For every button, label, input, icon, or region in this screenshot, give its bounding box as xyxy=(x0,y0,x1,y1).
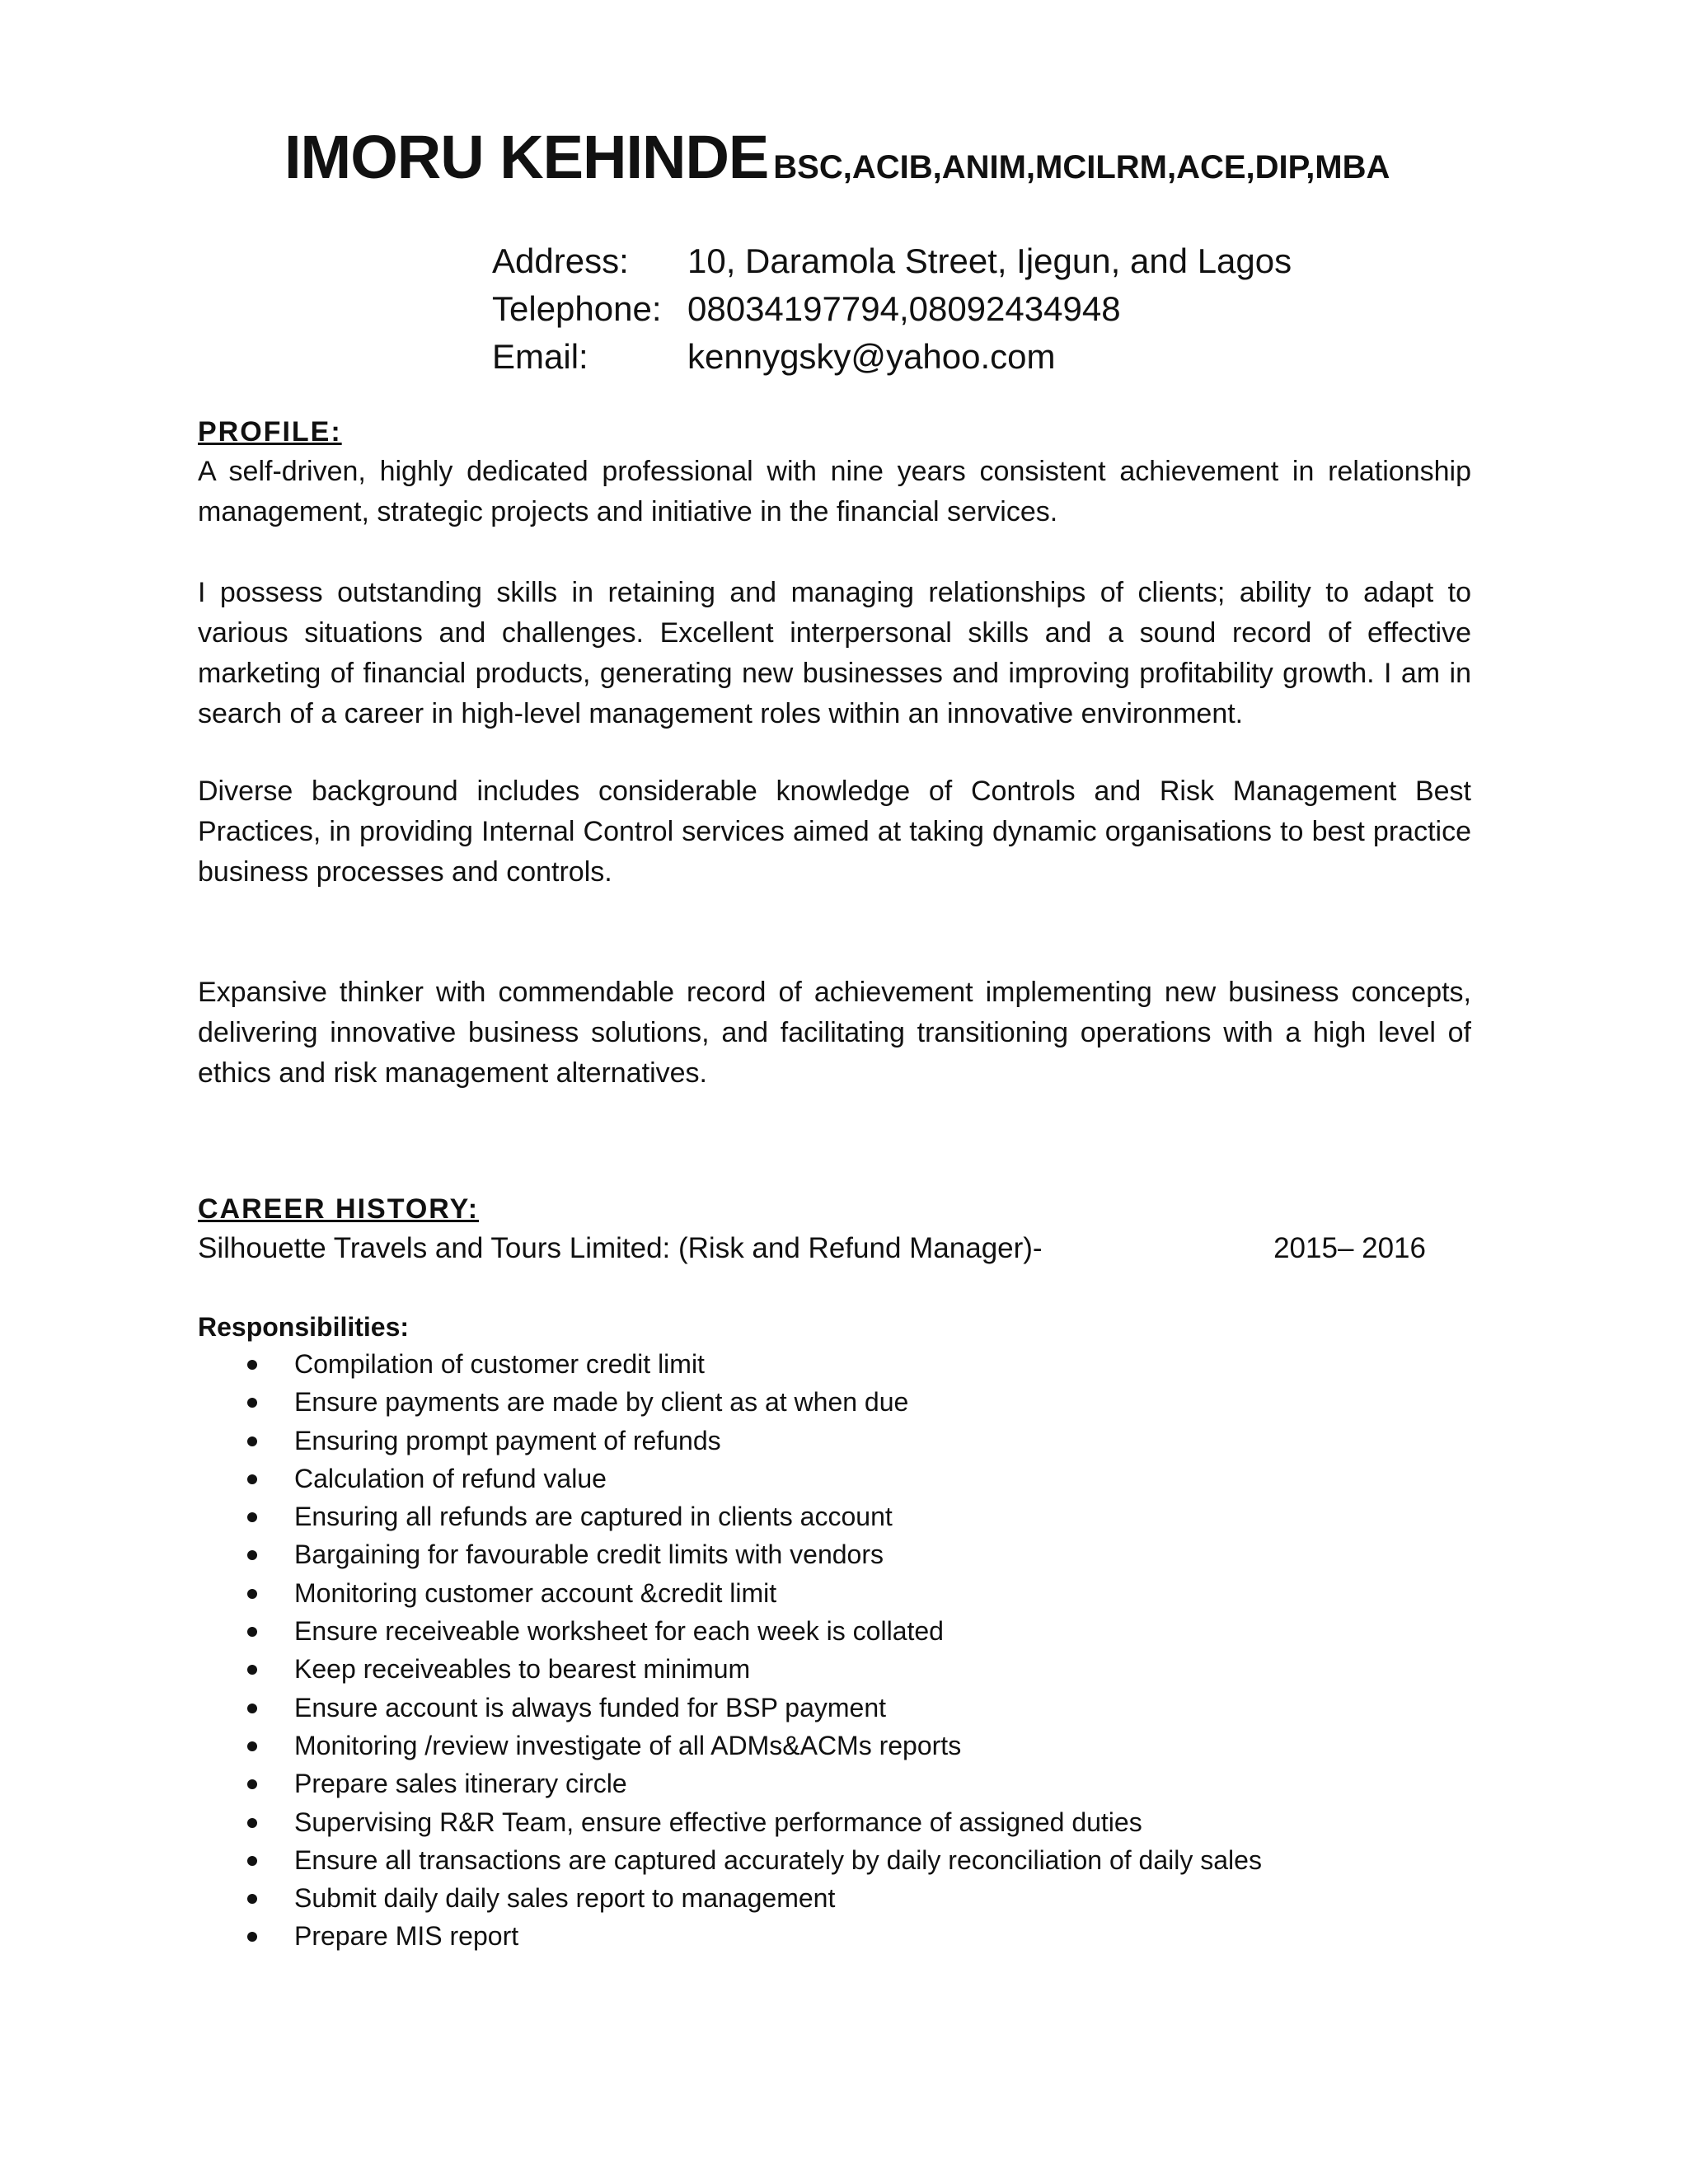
contact-label: Telephone: xyxy=(492,289,662,328)
job-entry xyxy=(198,1232,1426,1265)
list-item: Bargaining for favourable credit limits with vendors xyxy=(198,1535,1262,1573)
bullet-icon xyxy=(247,1779,257,1789)
contact-value: 08034197794,08092434948 xyxy=(687,289,1121,328)
list-item: Keep receiveables to bearest minimum xyxy=(198,1650,1262,1688)
list-item: Monitoring /review investigate of all ADMs&ACMs reports xyxy=(198,1727,1262,1765)
responsibilities-list xyxy=(198,1345,1262,1956)
profile-paragraph: A self-driven, highly dedicated professional with nine years consistent achievement in relationship management, strategic projects and initiative in the financial services. xyxy=(198,456,1471,527)
bullet-icon xyxy=(247,1665,257,1675)
contact-value: kennygsky@yahoo.com xyxy=(687,337,1056,376)
name-line xyxy=(284,122,1390,192)
contact-block xyxy=(492,237,1292,381)
contact-label: Address: xyxy=(492,241,629,280)
bullet-icon xyxy=(247,1512,257,1522)
contact-value: 10, Daramola Street, Ijegun, and Lagos xyxy=(687,241,1292,280)
contact-label: Email: xyxy=(492,337,588,376)
job-title: Silhouette Travels and Tours Limited: (Risk and Refund Manager)- xyxy=(198,1232,1043,1264)
list-item: Ensure account is always funded for BSP payment xyxy=(198,1689,1262,1727)
bullet-icon xyxy=(247,1627,257,1637)
bullet-icon xyxy=(247,1398,257,1408)
list-item: Prepare MIS report xyxy=(198,1917,1262,1955)
list-item: Ensuring all refunds are captured in clients account xyxy=(198,1497,1262,1535)
bullet-icon xyxy=(247,1360,257,1370)
list-item: Ensure payments are made by client as at when due xyxy=(198,1383,1262,1421)
bullet-icon xyxy=(247,1932,257,1942)
contact-telephone xyxy=(492,285,1292,333)
profile-paragraph: Diverse background includes considerable knowledge of Controls and Risk Management Best Practices, in providing Internal Control services aimed at taking dynamic organisations to best practice business processes and controls. xyxy=(198,776,1471,888)
bullet-icon xyxy=(247,1894,257,1904)
list-item: Submit daily daily sales report to management xyxy=(198,1879,1262,1917)
list-item: Supervising R&R Team, ensure effective performance of assigned duties xyxy=(198,1803,1262,1841)
list-item: Calculation of refund value xyxy=(198,1460,1262,1497)
contact-address xyxy=(492,237,1292,285)
list-item: Ensuring prompt payment of refunds xyxy=(198,1422,1262,1460)
candidate-name: IMORU KEHINDE xyxy=(284,123,769,191)
bullet-icon xyxy=(247,1474,257,1484)
bullet-icon xyxy=(247,1856,257,1866)
bullet-icon xyxy=(247,1589,257,1599)
qualifications: BSC,ACIB,ANIM,MCILRM,ACE,DIP,MBA xyxy=(773,149,1390,185)
bullet-icon xyxy=(247,1704,257,1713)
bullet-icon xyxy=(247,1818,257,1828)
bullet-icon xyxy=(247,1436,257,1446)
profile-paragraph: I possess outstanding skills in retaining and managing relationships of clients; ability to adapt to various situations and challenges. Excellent interpersonal skills and a sound record of effective marketing of financial products, generating new businesses and improving profitability growth. I am in search of a career in high-level management roles within an innovative environment. xyxy=(198,577,1471,729)
job-period: 2015– 2016 xyxy=(1273,1232,1426,1264)
list-item: Compilation of customer credit limit xyxy=(198,1345,1262,1383)
list-item: Monitoring customer account &credit limit xyxy=(198,1574,1262,1612)
career-heading: CAREER HISTORY: xyxy=(198,1193,480,1225)
responsibilities-heading: Responsibilities: xyxy=(198,1312,410,1342)
contact-email xyxy=(492,333,1292,381)
profile-heading: PROFILE: xyxy=(198,416,342,448)
list-item: Ensure receiveable worksheet for each week is collated xyxy=(198,1612,1262,1650)
bullet-icon xyxy=(247,1550,257,1560)
profile-paragraph: Expansive thinker with commendable record of achievement implementing new business concepts, delivering innovative business solutions, and facilitating transitioning operations with a high level of ethics and risk management alternatives. xyxy=(198,977,1471,1089)
list-item: Prepare sales itinerary circle xyxy=(198,1765,1262,1802)
bullet-icon xyxy=(247,1741,257,1751)
list-item: Ensure all transactions are captured accurately by daily reconciliation of daily sales xyxy=(198,1841,1262,1879)
